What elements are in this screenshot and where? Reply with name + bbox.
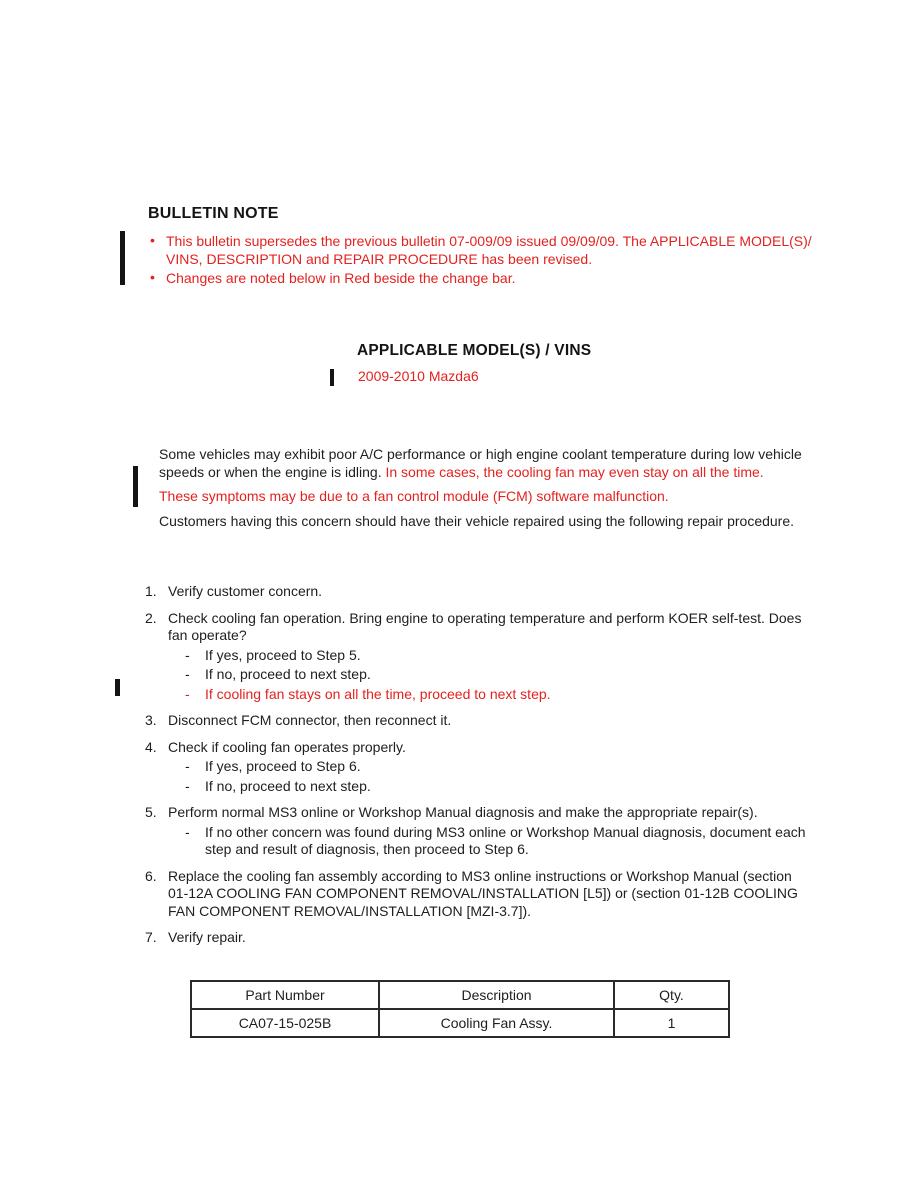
bulletin-note-list [148,233,812,288]
procedure-step-1 [145,583,815,601]
step-text: Replace the cooling fan assembly according to MS3 online instructions or Workshop Manual (section 01-12A COOLING FAN COMPONENT REMOVAL/INSTALLATION [L5]) or (section 01-12B COOLING FAN COMPONENT REMOVAL/INSTALLATION [MZI-3.7]). [168,867,798,919]
change-bar [133,466,138,507]
step-number: 5. [145,804,157,820]
substep-text: If no, proceed to next step. [205,777,371,794]
substep-text: If no other concern was found during MS3 online or Workshop Manual diagnosis, document each step and result of diagnosis, then proceed to Step 6. [205,823,806,857]
col-header-qty: Qty. [614,981,729,1009]
description-paragraph-red: These symptoms may be due to a fan control module (FCM) software malfunction. [159,488,669,504]
description-paragraph: Customers having this concern should have their vehicle repaired using the following repair procedure. [159,512,795,529]
repair-procedure-list [145,583,815,956]
substep-text: If cooling fan stays on all the time, proceed to next step. [205,685,551,702]
qty-cell: 1 [614,1009,729,1037]
table-header-row [191,981,729,1009]
step-text: Verify customer concern. [168,583,323,599]
step-body [168,804,815,859]
change-bar [115,679,120,696]
step-number: 7. [145,929,157,945]
substep-revised [168,686,815,704]
bulletin-note-item: • This bulletin supersedes the previous bulletin 07-009/09 issued 09/09/09. The APPLICABLE MODEL(S)/ VINS, DESCRIPTION and REPAIR PROCEDURE has been revised. [148,233,812,268]
col-header-part-number: Part Number [191,981,379,1009]
substep-list [168,824,815,859]
table-row [191,1009,729,1037]
step-body [168,739,815,796]
description-text-black: Some vehicles may exhibit poor A/C performance or high engine coolant temperature during low vehicle speeds or when the engine is idling. [159,446,802,480]
description-cell: Cooling Fan Assy. [379,1009,614,1037]
procedure-step-5 [145,804,815,859]
substep-text: If yes, proceed to Step 6. [205,758,361,774]
procedure-step-7 [145,929,815,947]
substep-list [168,758,815,795]
substep [168,778,815,796]
procedure-step-3 [145,712,815,730]
change-bar [330,369,334,386]
description-text-red: In some cases, the cooling fan may even stay on all the time. [385,463,764,480]
description-paragraph [159,446,809,481]
part-number-cell: CA07-15-025B [191,1009,379,1037]
applicable-models-title: APPLICABLE MODEL(S) / VINS [357,342,592,359]
bulletin-note-title: BULLETIN NOTE [148,205,279,222]
procedure-step-6 [145,868,815,921]
substep-list [168,647,815,704]
step-body [168,583,815,601]
description-section [159,446,809,537]
procedure-step-4 [145,739,815,796]
applicable-model-value: 2009-2010 Mazda6 [358,368,479,384]
step-text: Check cooling fan operation. Bring engine to operating temperature and perform KOER self-test. Does fan operate? [168,609,802,643]
step-body [168,868,815,921]
substep [168,758,815,776]
step-number: 2. [145,609,157,626]
substep [168,666,815,684]
step-number: 6. [145,867,157,884]
bulletin-note-section [148,205,828,290]
substep [168,824,815,859]
step-text: Check if cooling fan operates properly. [168,738,406,755]
substep [168,647,815,665]
step-body [168,712,815,730]
step-number: 3. [145,712,157,728]
col-header-description: Description [379,981,614,1009]
substep-text: If yes, proceed to Step 5. [205,646,361,663]
procedure-step-2 [145,610,815,704]
change-bar [120,231,125,285]
step-number: 4. [145,738,157,755]
step-number: 1. [145,583,157,599]
substep-text: If no, proceed to next step. [205,666,371,682]
step-text: Disconnect FCM connector, then reconnect it. [168,712,452,728]
step-body [168,610,815,704]
bulletin-note-item: • Changes are noted below in Red beside the change bar. [148,270,812,288]
step-text: Perform normal MS3 online or Workshop Manual diagnosis and make the appropriate repair(s). [168,804,758,820]
step-body [168,929,815,947]
parts-information-table [190,980,730,1038]
step-text: Verify repair. [168,929,246,945]
